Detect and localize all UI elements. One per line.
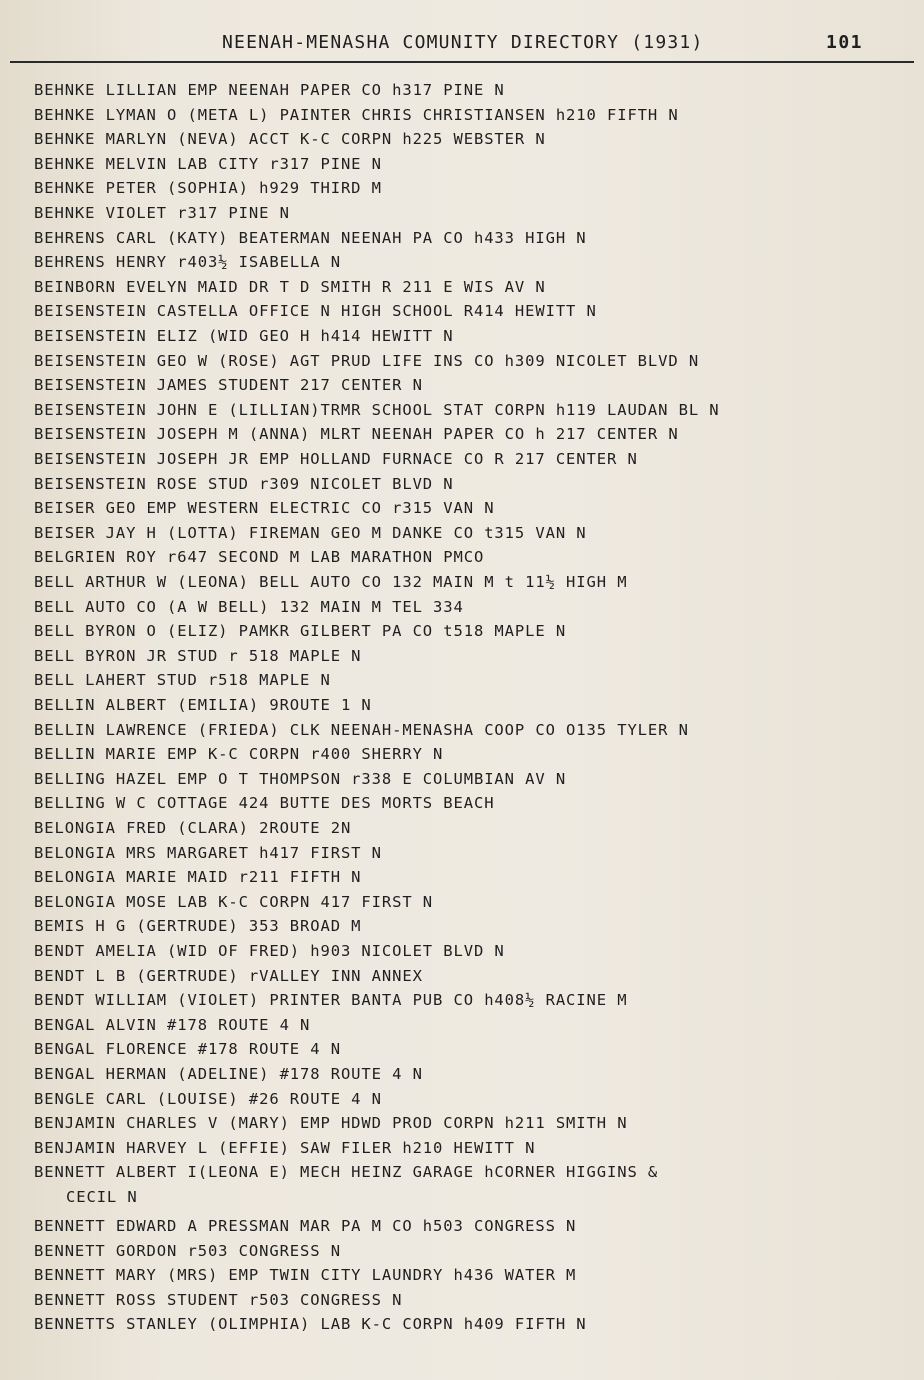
directory-entry: BELLIN LAWRENCE (FRIEDA) CLK NEENAH-MENASHA COOP CO O135 TYLER N (34, 720, 689, 739)
directory-entry: BEISER JAY H (LOTTA) FIREMAN GEO M DANKE CO t315 VAN N (34, 523, 587, 542)
directory-entry: BEISENSTEIN CASTELLA OFFICE N HIGH SCHOOL R414 HEWITT N (34, 302, 597, 321)
directory-entry: BEHNKE MELVIN LAB CITY r317 PINE N (34, 154, 382, 173)
directory-entry: BENNETT GORDON r503 CONGRESS N (34, 1241, 341, 1260)
page-header (0, 32, 924, 60)
directory-entry-continuation: CECIL N (66, 1188, 138, 1206)
directory-entry: BEISENSTEIN JOSEPH JR EMP HOLLAND FURNACE CO R 217 CENTER N (34, 450, 638, 468)
directory-entry: BELL BYRON O (ELIZ) PAMKR GILBERT PA CO t518 MAPLE N (34, 622, 567, 641)
directory-entry: BEHNKE MARLYN (NEVA) ACCT K-C CORPN h225 WEBSTER N (34, 130, 546, 149)
directory-entry: BELL BYRON JR STUD r 518 MAPLE N (34, 646, 362, 665)
directory-entry: BENNETT ROSS STUDENT r503 CONGRESS N (34, 1290, 403, 1309)
directory-entry: BELONGIA MRS MARGARET h417 FIRST N (34, 843, 382, 862)
directory-entry: BELLING W C COTTAGE 424 BUTTE DES MORTS BEACH (34, 794, 495, 813)
directory-entry: BEISENSTEIN ELIZ (WID GEO H h414 HEWITT N (34, 327, 454, 345)
directory-entry: BENNETT ALBERT I(LEONA E) MECH HEINZ GARAGE hCORNER HIGGINS & (34, 1163, 659, 1182)
directory-entry: BENDT L B (GERTRUDE) rVALLEY INN ANNEX (34, 966, 423, 985)
directory-entry: BELONGIA MARIE MAID r211 FIFTH N (34, 868, 362, 887)
directory-entry: BELONGIA MOSE LAB K-C CORPN 417 FIRST N (34, 892, 434, 911)
directory-entry: BENDT AMELIA (WID OF FRED) h903 NICOLET BLVD N (34, 942, 505, 960)
directory-entry: BEISENSTEIN ROSE STUD r309 NICOLET BLVD N (34, 474, 454, 493)
directory-entry: BENDT WILLIAM (VIOLET) PRINTER BANTA PUB CO h408½ RACINE M (34, 991, 628, 1010)
directory-entry: BELL ARTHUR W (LEONA) BELL AUTO CO 132 MAIN M t 11½ HIGH M (34, 573, 628, 591)
directory-entry: BEHNKE LYMAN O (META L) PAINTER CHRIS CHRISTIANSEN h210 FIFTH N (34, 105, 679, 124)
directory-entry: BENNETTS STANLEY (OLIMPHIA) LAB K-C CORPN h409 FIFTH N (34, 1315, 587, 1334)
directory-entry: BEINBORN EVELYN MAID DR T D SMITH R 211 E WIS AV N (34, 277, 546, 296)
directory-entry: BEISENSTEIN JAMES STUDENT 217 CENTER N (34, 376, 423, 395)
directory-entry: BENNETT MARY (MRS) EMP TWIN CITY LAUNDRY h436 WATER M (34, 1266, 577, 1285)
directory-entry: BELLING HAZEL EMP O T THOMPSON r338 E COLUMBIAN AV N (34, 769, 567, 788)
directory-entry: BEISENSTEIN JOHN E (LILLIAN)TRMR SCHOOL STAT CORPN h119 LAUDAN BL N (34, 400, 720, 419)
directory-entry: BEISENSTEIN JOSEPH M (ANNA) MLRT NEENAH PAPER CO h 217 CENTER N (34, 425, 679, 444)
directory-entry: BENGAL HERMAN (ADELINE) #178 ROUTE 4 N (34, 1065, 423, 1083)
directory-entry: BELGRIEN ROY r647 SECOND M LAB MARATHON PMCO (34, 548, 485, 567)
directory-entry: BELL LAHERT STUD r518 MAPLE N (34, 671, 331, 690)
directory-entry: BEHNKE PETER (SOPHIA) h929 THIRD M (34, 179, 382, 198)
directory-entry: BELLIN ALBERT (EMILIA) 9ROUTE 1 N (34, 696, 372, 714)
directory-entry: BEISENSTEIN GEO W (ROSE) AGT PRUD LIFE INS CO h309 NICOLET BLVD N (34, 351, 700, 370)
directory-entries (0, 78, 924, 1368)
directory-entry: BEHNKE LILLIAN EMP NEENAH PAPER CO h317 PINE N (34, 81, 505, 99)
directory-entry: BELONGIA FRED (CLARA) 2ROUTE 2N (34, 819, 352, 837)
directory-title: NEENAH-MENASHA COMUNITY DIRECTORY (1931) (222, 32, 704, 53)
directory-entry: BEISER GEO EMP WESTERN ELECTRIC CO r315 VAN N (34, 499, 495, 518)
header-rule (10, 61, 914, 63)
directory-entry: BENGAL ALVIN #178 ROUTE 4 N (34, 1015, 311, 1034)
directory-entry: BEMIS H G (GERTRUDE) 353 BROAD M (34, 917, 362, 936)
directory-entry: BEHRENS HENRY r403½ ISABELLA N (34, 253, 341, 272)
directory-entry: BEHRENS CARL (KATY) BEATERMAN NEENAH PA CO h433 HIGH N (34, 228, 587, 247)
directory-entry: BELLIN MARIE EMP K-C CORPN r400 SHERRY N (34, 745, 444, 764)
directory-entry: BENJAMIN CHARLES V (MARY) EMP HDWD PROD CORPN h211 SMITH N (34, 1114, 628, 1133)
directory-entry: BENGAL FLORENCE #178 ROUTE 4 N (34, 1040, 341, 1059)
directory-entry: BENJAMIN HARVEY L (EFFIE) SAW FILER h210 HEWITT N (34, 1138, 536, 1157)
directory-entry: BELL AUTO CO (A W BELL) 132 MAIN M TEL 334 (34, 597, 464, 616)
directory-entry: BEHNKE VIOLET r317 PINE N (34, 204, 290, 222)
directory-entry: BENGLE CARL (LOUISE) #26 ROUTE 4 N (34, 1089, 382, 1108)
page-number: 101 (826, 32, 864, 53)
directory-entry: BENNETT EDWARD A PRESSMAN MAR PA M CO h503 CONGRESS N (34, 1217, 577, 1235)
